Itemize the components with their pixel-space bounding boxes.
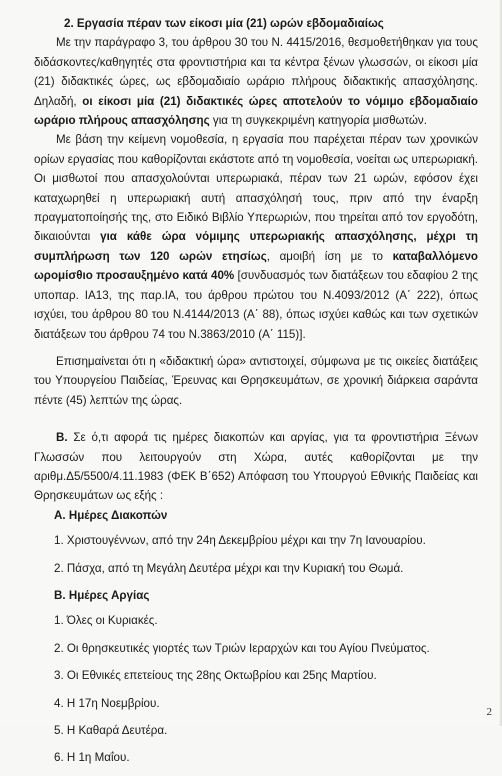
- bold-overtime-rate: καταβαλλόμενο ωρομίσθιο προσαυξημένο κατά 40%: [34, 249, 478, 283]
- list-item: 3. Οι Εθνικές επετείους της 28ης Οκτωβρίου και 25ης Μαρτίου.: [54, 669, 377, 683]
- list-item: 5. Η Καθαρά Δευτέρα.: [54, 724, 168, 737]
- paragraph-teaching-hour: Επισημαίνεται ότι η «διδακτική ώρα» αντιστοιχεί, σύμφωνα με τις οικείες διατάξεις του Υπουργείου Παιδείας, Έρευνας και Θρησκευμάτων, σε χρονική διάρκεια σαράντα πέντε (45) λεπτών της ώρας.: [34, 354, 478, 407]
- bold-overtime-limit: για κάθε ώρα νόμιμης υπερωριακής απασχόλησης, μέχρι τη συμπλήρωση των 120 ωρών ετησίως: [34, 230, 478, 263]
- list-item: 1. Όλες οι Κυριακές.: [54, 614, 158, 628]
- list-item: 1. Χριστουγέννων, από την 24η Δεκεμβρίου μέχρι και την 7η Ιανουαρίου.: [54, 534, 426, 548]
- list-item: 2. Πάσχα, από τη Μεγάλη Δευτέρα μέχρι και την Κυριακή του Θωμά.: [54, 561, 404, 575]
- list-item: 2. Οι θρησκευτικές γιορτές των Τριών Ιεραρχών και του Αγίου Πνεύματος.: [54, 641, 430, 655]
- document-body: [34, 14, 478, 776]
- section-heading: 2. Εργασία πέραν των είκοσι μία (21) ωρών εβδομαδιαίως: [64, 17, 384, 30]
- section-label: Β.: [56, 431, 68, 445]
- paragraph-holidays-intro: Β. Σε ό,τι αφορά τις ημέρες διακοπών και αργίας, για τα φροντιστήρια Ξένων Γλωσσών που λειτουργούν στη Χώρα, αυτές καθορίζονται με την αριθμ.Δ5/5500/4.11.1983 (ΦΕΚ Β΄652) Απόφαση του Υπουργού Εθνικής Παιδείας και Θρησκευμάτων ως εξής :: [34, 431, 478, 503]
- holidays-title: Α. Ημέρες Διακοπών: [54, 508, 168, 522]
- page-number: 2: [486, 706, 492, 718]
- paragraph-overtime: Με βάση την κείμενη νομοθεσία, η εργασία που παρέχεται πέραν των χρονικών ορίων εργασίας που καθορίζονται εκάστοτε από τη νομοθεσία, νοείται ως υπερωριακή. Οι μισθωτοί που απασχολούνται υπερωριακά, πέραν των 21 ωρών, εφόσον έχει καταχωρηθεί η υπερωριακή αυτή απασχόλησή τους, πριν από την έναρξη πραγματοποίησής της, στο Ειδικό Βιβλίο Υπερωριών, που τηρείται από τον εργοδότη, δικαιούνται για κάθε ώρα νόμιμης υπερωριακής απασχόλησης, μέχρι τη συμπλήρωση των 120 ωρών ετησίως, αμοιβή ίση με το καταβαλλόμενο ωρομίσθιο προσαυξημένο κατά 40% [συνδυασμός των διατάξεων του εδαφίου 2 της υποπαρ. ΙΑ13, της παρ.ΙΑ, του άρθρου πρώτου του Ν.4093/2012 (Α΄ 222), όπως ισχύει, του άρθρου 80 του Ν.4144/2013 (Α΄ 88), όπως ισχύει καθώς και των σχετικών διατάξεων του άρθρου 74 του Ν.3863/2010 (Α΄ 115)].: [34, 133, 478, 341]
- paragraph-weekly-hours: Με την παράγραφο 3, του άρθρου 30 του Ν. 4415/2016, θεσμοθετήθηκαν για τους διδάσκοντες/καθηγητές στα φροντιστήρια και τα κέντρα ξένων γλωσσών, οι είκοσι μία (21) διδακτικές ώρες, ως εβδομαδιαίο ωράριο πλήρους διδακτικής απασχόλησης. Δηλαδή, οι είκοσι μία (21) διδακτικές ώρες αποτελούν το νόμιμο εβδομαδιαίο ωράριο πλήρους απασχόλησης για τη συγκεκριμένη κατηγορία μισθωτών.: [34, 36, 478, 128]
- list-item: 4. Η 17η Νοεμβρίου.: [54, 696, 160, 710]
- list-item: 6. Η 1η Μαΐου.: [54, 751, 130, 765]
- bold-statement: οι είκοσι μία (21) διδακτικές ώρες αποτελούν το νόμιμο εβδομαδιαίο ωράριο πλήρους απασχόλησης: [34, 94, 478, 128]
- rest-days-title: Β. Ημέρες Αργίας: [54, 588, 150, 602]
